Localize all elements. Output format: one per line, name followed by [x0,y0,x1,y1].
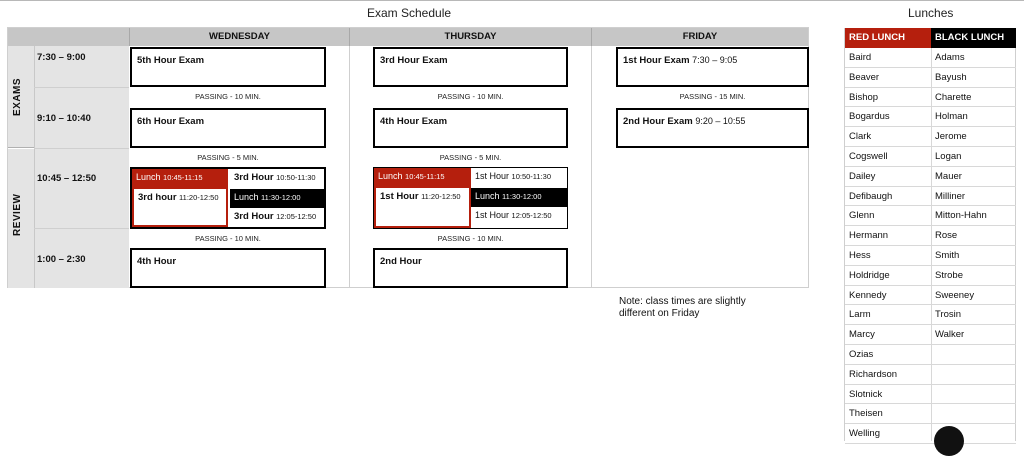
lunch-table [844,28,1016,441]
red-lunch-row: Hess [845,246,931,266]
black-lunch-header: BLACK LUNCH [931,28,1016,48]
class-label: 1st Hour [475,171,510,181]
red-lunch-row: Baird [845,48,931,68]
black-lunch-row: Mauer [931,167,1016,187]
red-lunch-row: Kennedy [845,286,931,306]
wednesday-exam-4: 4th Hour [130,248,326,288]
row-divider [34,87,129,88]
thursday-passing-3: PASSING - 10 MIN. [437,234,504,243]
thursday-lunch-block [373,167,568,229]
class-label: 3rd Hour [234,172,274,183]
lunch-time: 10:45-11:15 [405,172,445,181]
red-lunch-row: Richardson [845,365,931,385]
black-lunch-row: Sweeney [931,286,1016,306]
red-lunch-row: Bogardus [845,107,931,127]
thursday-exam-1: 3rd Hour Exam [373,47,568,87]
red-lunch-row: Hermann [845,226,931,246]
row-divider [34,228,129,229]
thursday-exam-2: 4th Hour Exam [373,108,568,148]
class-label: 3rd Hour [234,211,274,222]
red-lunch-row: Ozias [845,345,931,365]
top-border [0,0,1024,1]
day-header-wednesday: WEDNESDAY [129,28,349,46]
class-time: 10:50-11:30 [276,173,316,182]
wednesday-passing-1: PASSING - 10 MIN. [195,92,261,101]
red-lunch-row: Beaver [845,68,931,88]
schedule-title: Exam Schedule [367,6,452,20]
wednesday-exam-2: 6th Hour Exam [130,108,326,148]
friday-exam-1 [616,47,809,87]
red-lunch-row: Theisen [845,404,931,424]
red-lunch-row: Bishop [845,88,931,108]
black-lunch-row: Holman [931,107,1016,127]
time-slot-4: 1:00 – 2:30 [37,254,86,265]
lunch-time: 10:45-11:15 [163,173,203,182]
lunch-label: Lunch [136,172,161,182]
class-time: 10:50-11:30 [511,172,552,181]
black-lunch-row: Trosin [931,305,1016,325]
lunch-label: Lunch [234,192,259,202]
red-lunch-row: Dailey [845,167,931,187]
black-lunch-row: Milliner [931,187,1016,207]
class-label: 1st Hour [475,210,510,220]
red-lunch-list [845,48,931,444]
friday-note [619,296,819,320]
black-lunch-list [931,48,1016,444]
schedule-table [7,27,809,288]
black-lunch-row: Charette [931,88,1016,108]
black-lunch-row [931,385,1016,405]
thursday-exam-4: 2nd Hour [373,248,568,288]
black-lunch-row: Rose [931,226,1016,246]
exam-label: 1st Hour Exam [623,55,690,66]
lunch-label: Lunch [378,171,403,181]
class-time: 12:05-12:50 [276,212,317,221]
day-header-thursday: THURSDAY [349,28,591,46]
wednesday-black-lunch [230,189,324,208]
friday-exam-2 [616,108,809,148]
class-label: 3rd hour [138,192,177,203]
friday-passing-1: PASSING - 15 MIN. [679,92,746,101]
class-label: 1st Hour [380,191,419,202]
red-lunch-row: Defibaugh [845,187,931,207]
class-time: 11:20-12:50 [179,193,219,202]
class-time: 12:05-12:50 [511,211,552,220]
red-lunch-row: Marcy [845,325,931,345]
exam-time: 7:30 – 9:05 [692,55,738,65]
black-lunch-row [931,404,1016,424]
black-lunch-row: Smith [931,246,1016,266]
thursday-first-hour-1 [471,168,567,188]
exams-section [8,46,34,148]
thursday-red-lunch [374,168,471,188]
column-divider [591,46,592,288]
black-lunch-row: Logan [931,147,1016,167]
note-line-1: Note: class times are slightly [619,296,746,307]
black-lunch-row: Strobe [931,266,1016,286]
black-lunch-row: Jerome [931,127,1016,147]
red-lunch-row: Clark [845,127,931,147]
note-line-2: different on Friday [619,308,700,319]
time-slot-1: 7:30 – 9:00 [37,52,86,63]
wednesday-lunch-block [130,167,326,229]
review-section [8,149,34,288]
red-lunch-row: Cogswell [845,147,931,167]
wednesday-passing-3: PASSING - 10 MIN. [195,234,261,243]
black-lunch-row: Bayush [931,68,1016,88]
wednesday-third-hour-1 [230,169,324,189]
day-header-friday: FRIDAY [591,28,808,46]
lunch-time: 11:30-12:00 [502,192,542,201]
red-lunch-row: Welling [845,424,931,444]
thursday-first-hour-2 [471,207,567,228]
black-lunch-row: Walker [931,325,1016,345]
black-lunch-row: Adams [931,48,1016,68]
class-time: 11:20-12:50 [421,192,461,201]
red-lunch-row: Holdridge [845,266,931,286]
column-divider [349,46,350,288]
black-lunch-row: Mitton-Hahn [931,206,1016,226]
lunch-time: 11:30-12:00 [261,193,301,202]
red-lunch-row: Glenn [845,206,931,226]
badge-icon [934,426,964,456]
wednesday-third-hour-red [132,189,228,227]
review-label: REVIEW [12,193,23,237]
wednesday-third-hour-2 [230,208,324,227]
black-lunch-row [931,345,1016,365]
thursday-black-lunch [471,188,567,207]
time-slot-3: 10:45 – 12:50 [37,173,97,184]
wednesday-exam-1: 5th Hour Exam [130,47,326,87]
time-column [34,46,129,288]
wednesday-red-lunch [132,169,228,189]
wednesday-passing-2: PASSING - 5 MIN. [197,153,259,162]
thursday-first-hour-red [374,188,471,228]
exam-label: 2nd Hour Exam [623,116,693,127]
black-lunch-row [931,365,1016,385]
red-lunch-row: Slotnick [845,385,931,405]
thursday-passing-1: PASSING - 10 MIN. [437,92,504,101]
exam-time: 9:20 – 10:55 [695,116,746,126]
time-slot-2: 9:10 – 10:40 [37,113,91,124]
red-lunch-header: RED LUNCH [845,28,931,48]
lunch-label: Lunch [475,191,500,201]
row-divider [34,148,129,149]
thursday-passing-2: PASSING - 5 MIN. [439,153,502,162]
red-lunch-row: Larm [845,305,931,325]
exams-label: EXAMS [12,77,23,117]
lunches-title: Lunches [908,6,954,20]
